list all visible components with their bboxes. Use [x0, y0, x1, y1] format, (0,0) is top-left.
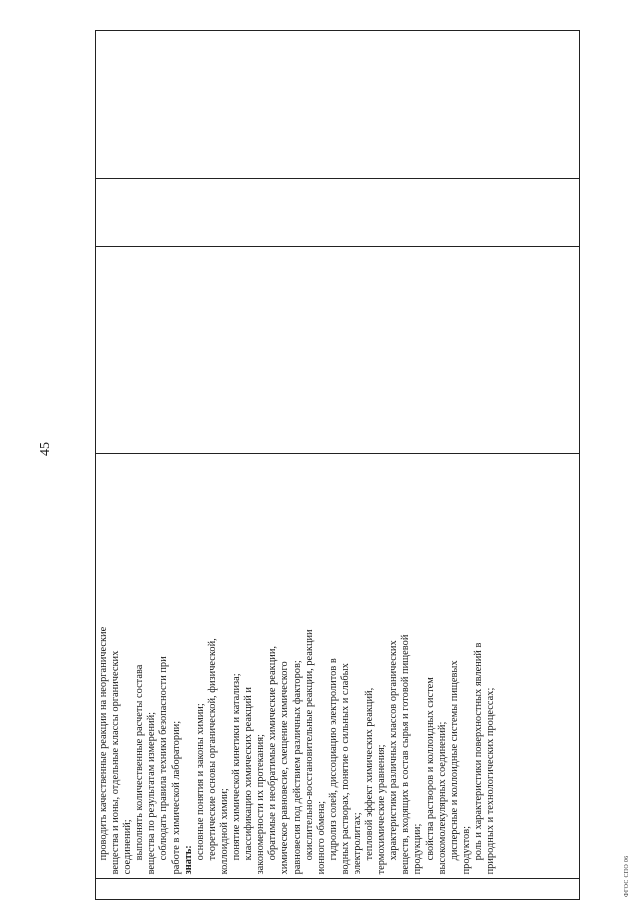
- table-cell-content: [96, 454, 580, 879]
- text-line: основные понятия и законы химии;: [194, 703, 206, 861]
- text-line: закономерности их протекания;: [255, 734, 267, 875]
- text-line: природных и технологических процессах;: [485, 687, 496, 875]
- text-line: веществ, входящих в состав сырья и готовой пищевой: [400, 634, 412, 875]
- table-row: [96, 31, 580, 900]
- text-line: свойства растворов и коллоидных систем: [424, 677, 436, 861]
- competence-text: [96, 454, 579, 878]
- text-line: вещества по результатам измерений;: [146, 711, 158, 875]
- text-line: классификацию химических реакций и: [243, 687, 255, 861]
- text-line: коллоидной химии;: [218, 788, 230, 875]
- text-line: понятие химической кинетики и катализа;: [231, 673, 243, 861]
- text-line: высокомолекулярных соединений;: [436, 721, 448, 875]
- text-line: равновесия под действием различных факторов;: [291, 660, 303, 875]
- text-line: роль и характеристики поверхностных явлений в: [472, 642, 484, 861]
- text-line: работе в химической лаборатории;: [170, 720, 182, 875]
- text-line: вещества и ионы, отдельные классы органических: [110, 650, 122, 875]
- table-cell-index: [96, 879, 580, 900]
- text-line: продуктов;: [460, 825, 472, 875]
- text-line: ионного обмена;: [315, 800, 327, 875]
- table-cell-blank: [96, 247, 580, 454]
- text-line: гидролиз солей, диссоциацию электролитов в: [327, 658, 339, 861]
- table-cell-blank: [96, 179, 580, 247]
- text-line: знать:: [182, 845, 194, 875]
- text-line: обратимые и необратимые химические реакции,: [267, 646, 279, 861]
- text-line: химическое равновесие, смещение химического: [279, 661, 291, 875]
- table-cell-blank: [96, 31, 580, 179]
- text-line: теоретические основы органической, физической,: [206, 638, 218, 861]
- text-line: термохимические уравнения;: [376, 744, 388, 875]
- text-line: окислительно-восстановительные реакции, реакции: [303, 629, 315, 861]
- text-line: водных растворах, понятие о сильных и слабых: [339, 663, 351, 875]
- text-line: выполнять количественные расчеты состава: [134, 664, 146, 861]
- text-line: электролитах;: [351, 812, 363, 875]
- footer-code: ФГОС СПО 06: [624, 855, 630, 897]
- text-line: соблюдать правила техники безопасности при: [158, 656, 170, 861]
- text-line: проводить качественные реакции на неорганические: [98, 626, 109, 861]
- text-line: дисперсные и коллоидные системы пищевых: [448, 660, 460, 861]
- curriculum-table: [95, 30, 580, 900]
- text-line: тепловой эффект химических реакций,: [364, 687, 376, 861]
- text-line: характеристики различных классов органических: [388, 640, 400, 861]
- text-line: соединений;: [122, 819, 134, 875]
- page-number: 45: [38, 442, 53, 456]
- text-line: продукции;: [412, 823, 424, 875]
